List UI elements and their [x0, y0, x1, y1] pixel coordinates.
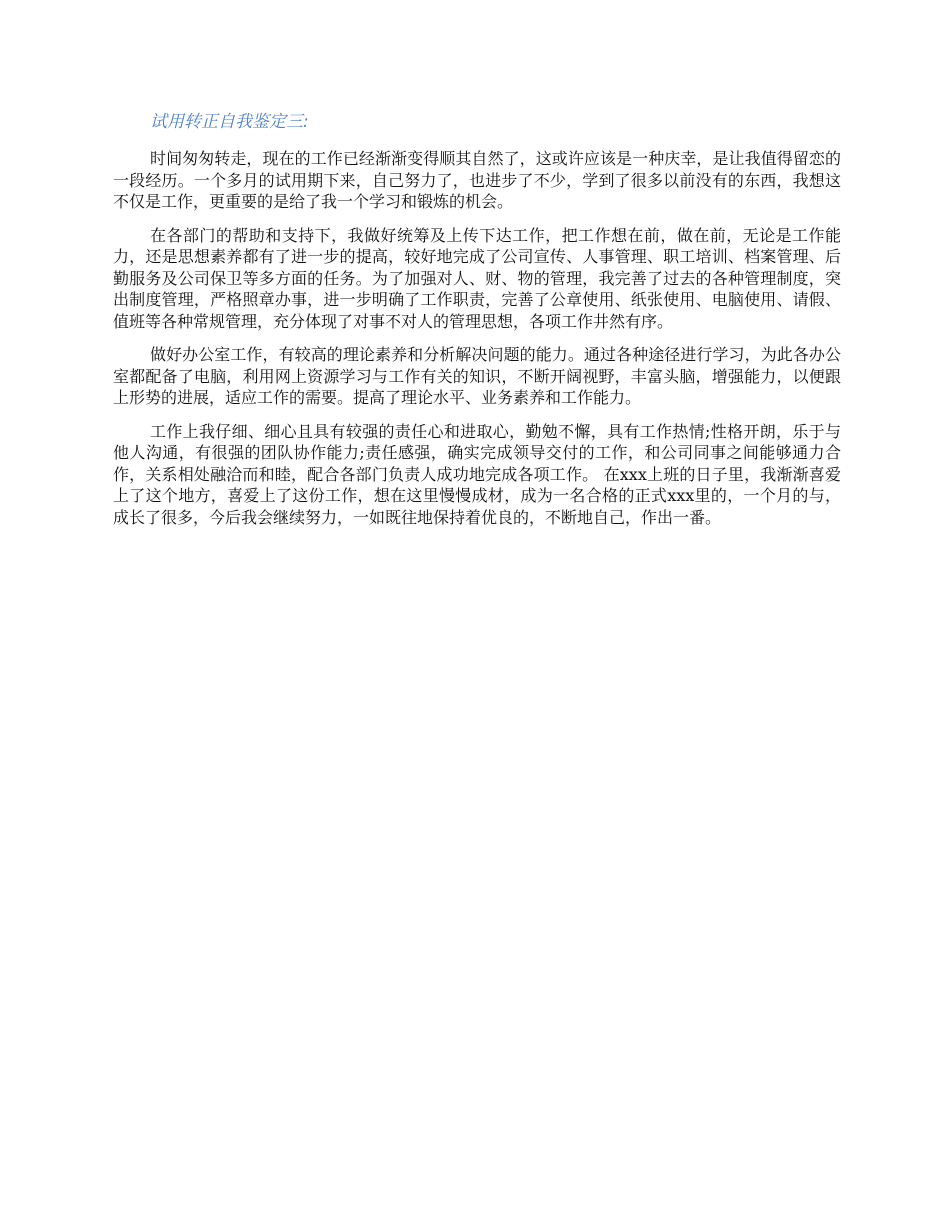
paragraph-2: 在各部门的帮助和支持下，我做好统筹及上传下达工作，把工作想在前，做在前，无论是工作能力，还是思想素养都有了进一步的提高，较好地完成了公司宣传、人事管理、职工培训、档案管理、后勤服务及公司保卫等多方面的任务。为了加强对人、财、物的管理，我完善了过去的各种管理制度，突出制度管理，严格照章办事，进一步明确了工作职责，完善了公章使用、纸张使用、电脑使用、请假、值班等各种常规管理，充分体现了对事不对人的管理思想，各项工作井然有序。 [113, 225, 841, 331]
document-body [113, 110, 841, 540]
paragraph-3: 做好办公室工作，有较高的理论素养和分析解决问题的能力。通过各种途径进行学习，为此各办公室都配备了电脑，利用网上资源学习与工作有关的知识，不断开阔视野，丰富头脑，增强能力，以便跟上形势的进展，适应工作的需要。提高了理论水平、业务素养和工作能力。 [113, 345, 841, 407]
paragraph-4: 工作上我仔细、细心且具有较强的责任心和进取心，勤勉不懈，具有工作热情;性格开朗，乐于与他人沟通，有很强的团队协作能力;责任感强，确实完成领导交付的工作，和公司同事之间能够通力合作，关系相处融洽而和睦，配合各部门负责人成功地完成各项工作。 在xxx上班的日子里，我渐渐喜爱上了这个地方，喜爱上了这份工作，想在这里慢慢成材，成为一名合格的正式xxx里的，一个月的与，成长了很多，今后我会继续努力，一如既往地保持着优良的，不断地自己，作出一番。 [113, 421, 841, 527]
paragraph-1: 时间匆匆转走，现在的工作已经渐渐变得顺其自然了，这或许应该是一种庆幸，是让我值得留恋的一段经历。一个多月的试用期下来，自己努力了，也进步了不少，学到了很多以前没有的东西，我想这不仅是工作，更重要的是给了我一个学习和锻炼的机会。 [113, 149, 841, 211]
document-heading: 试用转正自我鉴定三: [150, 112, 309, 132]
